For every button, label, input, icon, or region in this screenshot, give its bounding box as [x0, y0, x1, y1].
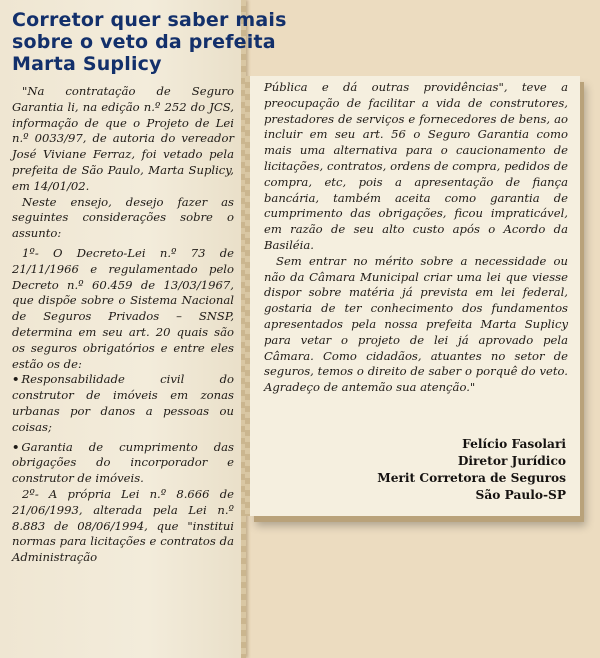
bullet-text: Garantia de cumprimento das obrigações do incorporador e construtor de imóveis. — [12, 439, 234, 486]
paragraph: 1º- O Decreto-Lei n.º 73 de 21/11/1966 e regulamentado pelo Decreto n.º 60.459 de 13/03/1967, que dispõe sobre o Sistema Nacional de Seguros Privados – SNSP, determina em seu art. 20 quais são os seguros obrigatórios e entre eles estão os de: — [12, 245, 234, 371]
headline-line: sobre o veto da prefeita — [12, 31, 276, 53]
signature-title: Diretor Jurídico — [457, 454, 566, 468]
left-column-body — [12, 84, 234, 566]
paragraph: Neste ensejo, desejo fazer as seguintes considerações sobre o assunto: — [12, 194, 234, 241]
headline — [12, 9, 290, 75]
signature-company: Merit Corretora de Seguros — [377, 471, 566, 485]
paragraph: 2º- A própria Lei n.º 8.666 de 21/06/1993, alterada pela Lei n.º 8.883 de 08/06/1994, que "institui normas para licitações e contratos da Administração — [12, 486, 234, 565]
signature-name: Felício Fasolari — [462, 437, 566, 451]
right-column-body — [264, 80, 568, 396]
paragraph: "Na contratação de Seguro Garantia li, na edição n.º 252 do JCS, informação de que o Projeto de Lei n.º 0033/97, de autoria do vereador José Viviane Ferraz, foi vetado pela prefeita de São Paulo, Marta Suplicy, em 14/01/02. — [12, 84, 234, 193]
signature-location: São Paulo-SP — [475, 488, 566, 502]
signature-block — [306, 436, 566, 504]
left-clipping — [0, 0, 287, 658]
paragraph: Pública e dá outras providências", teve a preocupação de facilitar a vida de construtores, prestadores de serviços e fornecedores de bens, ao incluir em seu art. 56 o Seguro Garantia como mais uma alternativa para o caucionamento de licitações, contratos, ordens de compra, pedidos de compra, etc, pois a apresentação de fiança bancária, também aceita como garantia de cumprimento das obrigações, ficou impraticável, em razão de seu alto custo após o Acordo da Basiléia. — [264, 80, 568, 252]
bullet-text: Responsabilidade civil do construtor de imóveis em zonas urbanas por danos a pessoas ou coisas; — [12, 372, 234, 434]
bullet-icon: • — [12, 372, 20, 387]
bullet-item — [12, 440, 234, 487]
headline-line: Marta Suplicy — [12, 53, 162, 75]
bullet-item — [12, 372, 234, 435]
paragraph: Sem entrar no mérito sobre a necessidade ou não da Câmara Municipal criar uma lei que viesse dispor sobre matéria já prevista em lei federal, gostaria de ter conhecimento dos fundamentos apresentados pela nossa prefeita Marta Suplicy para vetar o projeto de lei já aprovado pela Câmara. Como cidadãos, atuantes no setor de seguros, temos o direito de saber o porquê do veto. Agradeço de antemão sua atenção." — [264, 253, 568, 395]
right-clipping — [250, 76, 580, 516]
headline-line: Corretor quer saber mais — [12, 9, 287, 31]
bullet-icon: • — [12, 439, 20, 454]
torn-edge — [245, 76, 250, 516]
